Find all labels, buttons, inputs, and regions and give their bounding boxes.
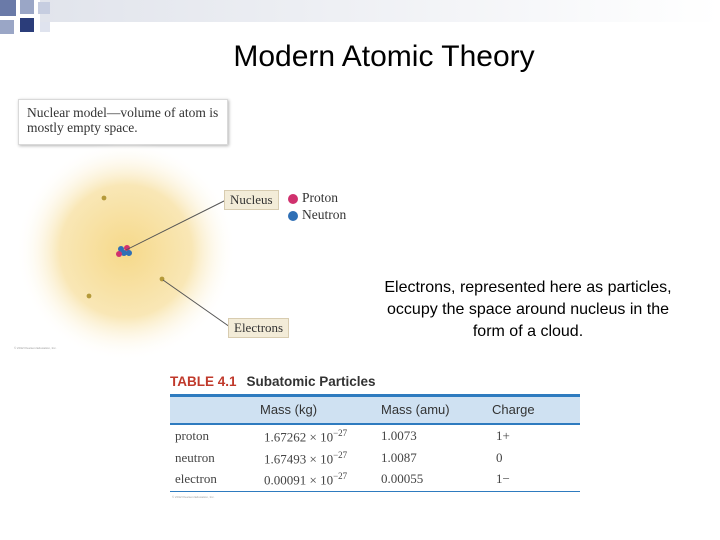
table-number: TABLE 4.1 [170, 374, 237, 389]
table-heading [170, 374, 376, 389]
row-charge: 1+ [496, 428, 510, 443]
row-name: neutron [175, 450, 215, 465]
electron-dot [102, 196, 107, 201]
row-name: electron [175, 471, 217, 486]
legend-proton: Proton [302, 190, 339, 205]
electron-dot [87, 294, 92, 299]
nucleus-label: Nucleus [224, 190, 279, 210]
row-charge: 0 [496, 450, 503, 465]
neutron-dot-icon [288, 211, 298, 221]
column-header-mass-kg: Mass (kg) [260, 402, 318, 417]
row-name: proton [175, 428, 209, 443]
atom-diagram [0, 140, 360, 360]
row-charge: 1− [496, 471, 510, 486]
table-credit: © 2012 Pearson Education, Inc. [172, 495, 215, 499]
electrons-label: Electrons [228, 318, 289, 338]
slide-title: Modern Atomic Theory [233, 40, 535, 73]
table-bottom-rule [170, 491, 580, 492]
explanation-text: Electrons, represented here as particles, occupy the space around nucleus in the form of a cloud. [384, 279, 672, 340]
row-mass-kg: $1.67262 \times 10^{-27}$ [264, 428, 348, 445]
row-mass-amu: 1.0073 [381, 428, 417, 443]
row-mass-kg: $0.00091 \times 10^{-27}$ [264, 471, 348, 488]
legend-neutron: Neutron [302, 207, 347, 222]
table-title: Subatomic Particles [246, 374, 376, 389]
column-header-mass-amu: Mass (amu) [381, 402, 450, 417]
column-header-charge: Charge [492, 402, 535, 417]
proton-dot-icon [288, 194, 298, 204]
row-mass-amu: 0.00055 [381, 471, 424, 486]
decorative-squares [0, 0, 720, 40]
figure-caption: Nuclear model—volume of atom is mostly empty space. [18, 99, 228, 145]
row-mass-amu: 1.0087 [381, 450, 417, 465]
figure-credit: © 2012 Pearson Education, Inc. [14, 346, 57, 350]
row-mass-kg: $1.67493 \times 10^{-27}$ [264, 450, 348, 467]
